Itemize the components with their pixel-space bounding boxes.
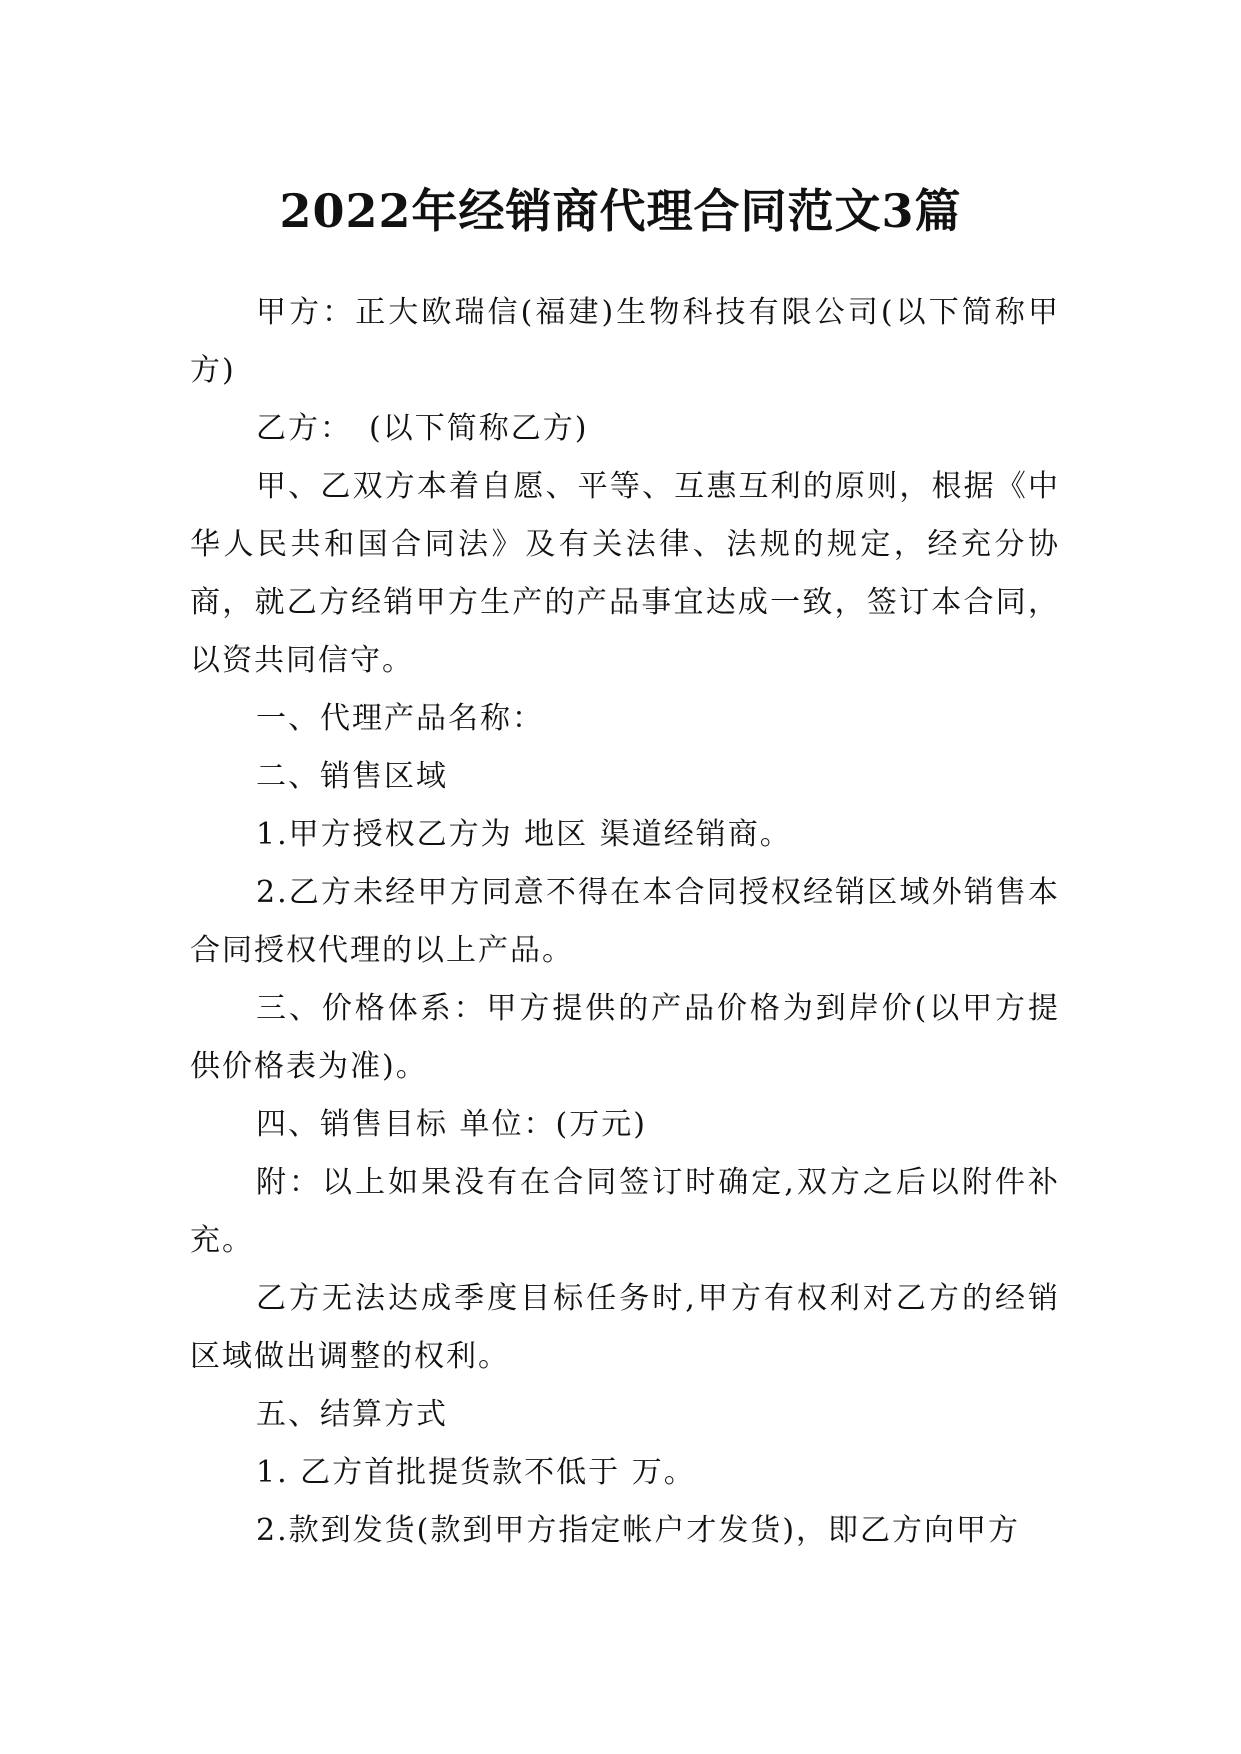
paragraph-party-b: 乙方： (以下简称乙方)	[256, 411, 589, 446]
paragraph-section-1-heading: 一、代理产品名称：	[256, 701, 544, 736]
paragraph-party-a: 甲方：正大欧瑞信(福建)生物科技有限公司(以下简称甲方)	[190, 295, 1060, 388]
paragraph-section-2-heading: 二、销售区域	[256, 759, 448, 794]
paragraph-section-5-heading: 五、结算方式	[256, 1397, 448, 1432]
paragraph-section-2-item-1: 1.甲方授权乙方为 地区 渠道经销商。	[256, 817, 792, 852]
paragraph-target-adjustment: 乙方无法达成季度目标任务时,甲方有权利对乙方的经销区域做出调整的权利。	[190, 1281, 1060, 1374]
paragraph-section-3: 三、价格体系：甲方提供的产品价格为到岸价(以甲方提供价格表为准)。	[190, 991, 1060, 1084]
document-title: 2022年经销商代理合同范文3篇	[279, 183, 962, 238]
paragraph-section-2-item-2: 2.乙方未经甲方同意不得在本合同授权经销区域外销售本合同授权代理的以上产品。	[190, 875, 1060, 968]
paragraph-section-5-item-1: 1. 乙方首批提货款不低于 万。	[256, 1455, 696, 1490]
paragraph-preamble: 甲、乙双方本着自愿、平等、互惠互利的原则，根据《中华人民共和国合同法》及有关法律、法规的规定，经充分协商，就乙方经销甲方生产的产品事宜达成一致，签订本合同，以资共同信守。	[190, 469, 1060, 678]
paragraph-section-5-item-2: 2.款到发货(款到甲方指定帐户才发货)，即乙方向甲方	[256, 1513, 1021, 1548]
paragraph-appendix-note: 附：以上如果没有在合同签订时确定,双方之后以附件补充。	[190, 1165, 1060, 1258]
paragraph-section-4-heading: 四、销售目标 单位：(万元)	[256, 1107, 647, 1142]
document-body	[190, 284, 1060, 1560]
